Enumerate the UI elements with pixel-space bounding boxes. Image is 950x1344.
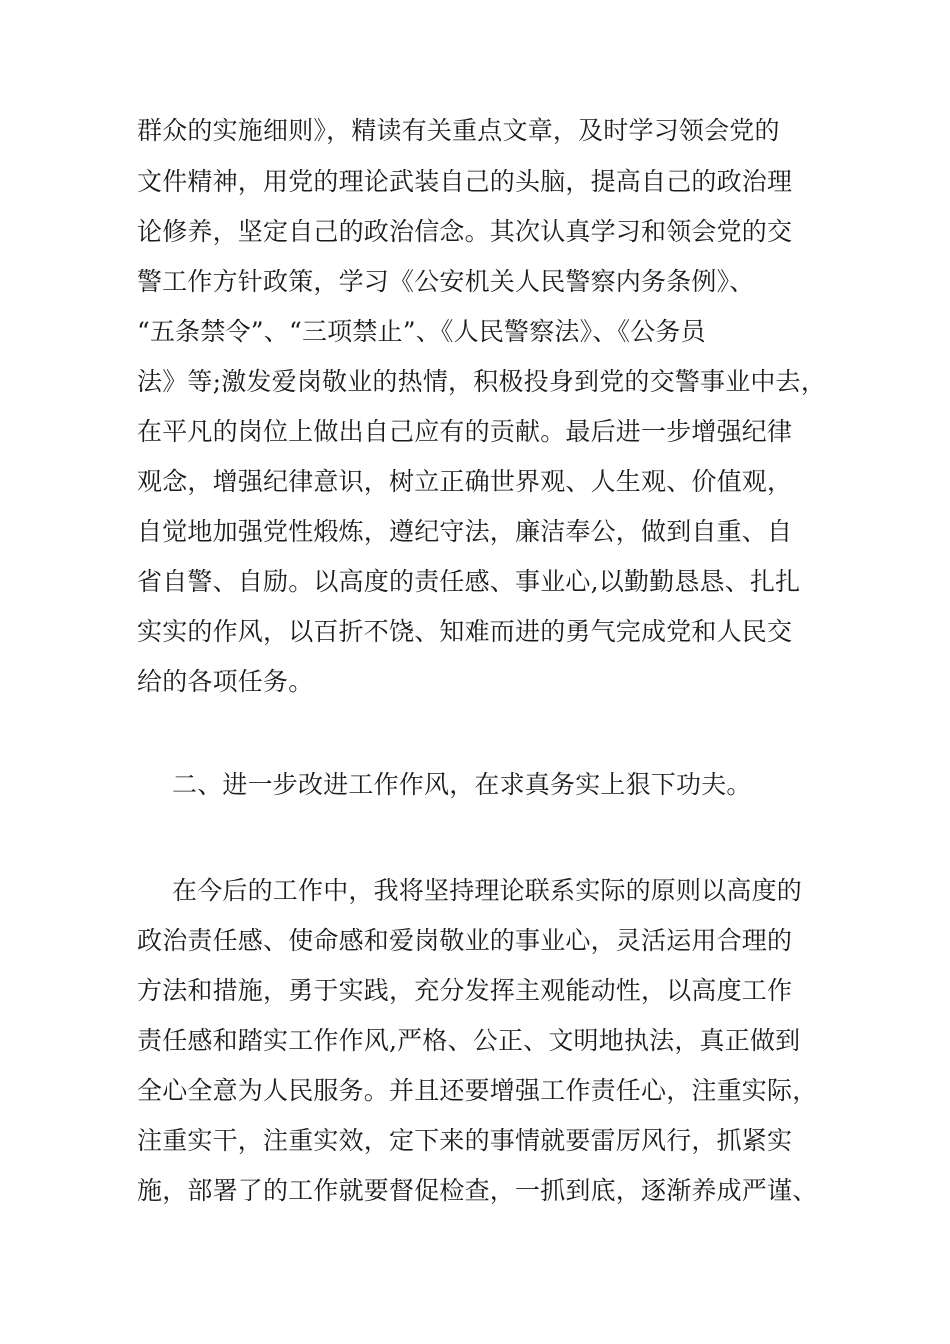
text-line: 方法和措施，勇于实践，充分发挥主观能动性，以高度工作 bbox=[137, 976, 793, 1005]
text-line: 群众的实施细则》，精读有关重点文章，及时学习领会党的 bbox=[137, 116, 780, 145]
text-line: 实实的作风，以百折不饶、知难而进的勇气完成党和人民交 bbox=[137, 617, 793, 646]
text-line: 政治责任感、使命感和爱岗敬业的事业心，灵活运用合理的 bbox=[137, 926, 793, 955]
text-line: 在平凡的岗位上做出自己应有的贡献。最后进一步增强纪律 bbox=[137, 417, 793, 446]
text-line: 法》等;激发爱岗敬业的热情，积极投身到党的交警事业中去， bbox=[137, 367, 827, 396]
text-line: 观念，增强纪律意识，树立正确世界观、人生观、价值观， bbox=[137, 467, 793, 496]
text-line: 自觉地加强党性煅炼，遵纪守法，廉洁奉公，做到自重、自 bbox=[137, 517, 793, 546]
text-line: 警工作方针政策，学习《公安机关人民警察内务条例》、 bbox=[137, 267, 755, 296]
text-line: 论修养，坚定自己的政治信念。其次认真学习和领会党的交 bbox=[137, 217, 793, 246]
text-line: 注重实干，注重实效，定下来的事情就要雷厉风行，抓紧实 bbox=[137, 1126, 793, 1155]
text-line: 文件精神，用党的理论武装自己的头脑，提高自己的政治理 bbox=[137, 167, 793, 196]
text-line: 在今后的工作中，我将坚持理论联系实际的原则以高度的 bbox=[172, 876, 803, 905]
text-line: 全心全意为人民服务。并且还要增强工作责任心，注重实际， bbox=[137, 1076, 818, 1105]
text-line: 给的各项任务。 bbox=[137, 667, 314, 696]
text-line: 施，部署了的工作就要督促检查，一抓到底，逐渐养成严谨、 bbox=[137, 1176, 818, 1205]
text-line: “五条禁令”、“三项禁止”、《人民警察法》、《公务员 bbox=[137, 317, 706, 346]
text-line: 省自警、自励。以高度的责任感、事业心,以勤勤恳恳、扎扎 bbox=[137, 567, 801, 596]
section-heading: 二、进一步改进工作作风，在求真务实上狠下功夫。 bbox=[172, 770, 752, 799]
text-line: 责任感和踏实工作作风,严格、公正、文明地执法，真正做到 bbox=[137, 1026, 801, 1055]
